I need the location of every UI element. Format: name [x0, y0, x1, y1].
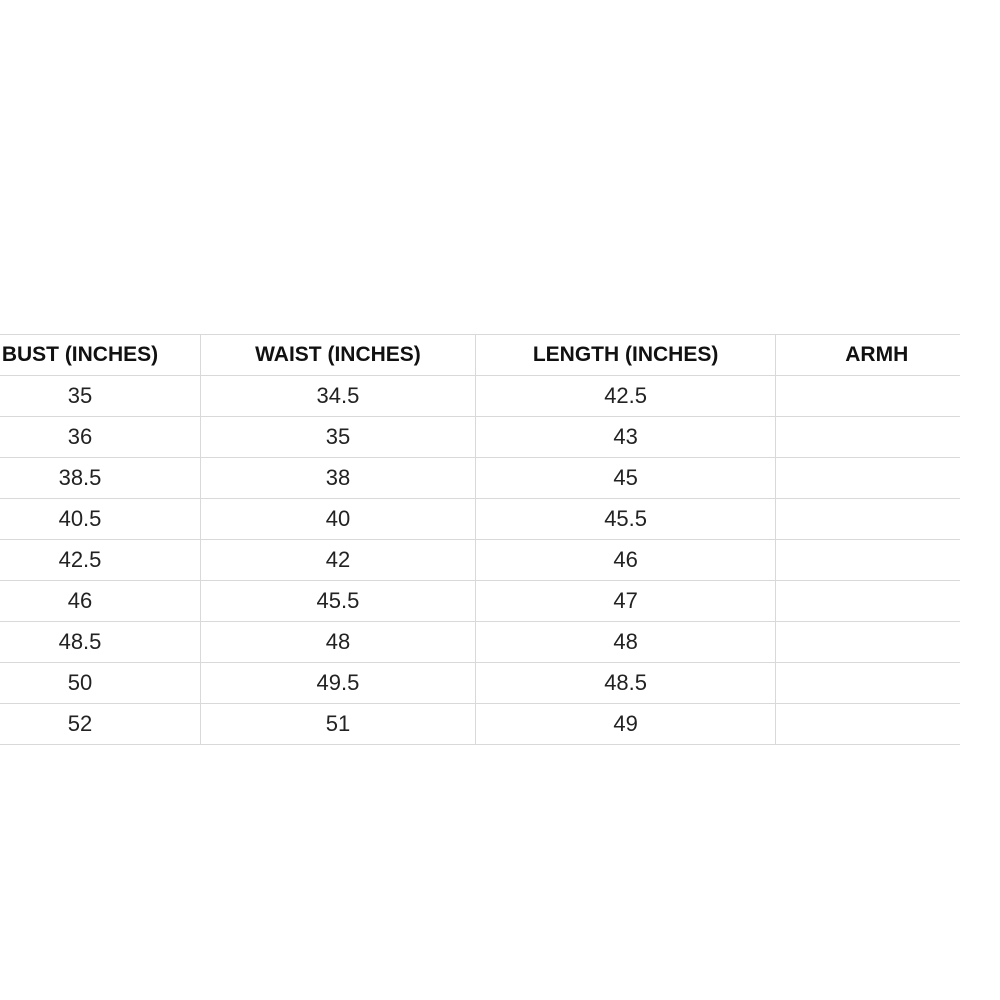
- table-row: [0, 458, 960, 499]
- cell-armhole: [776, 458, 960, 499]
- cell-length: 48.5: [475, 663, 775, 704]
- cell-bust: 48.5: [0, 622, 200, 663]
- cell-waist: 34.5: [200, 376, 475, 417]
- cell-bust: 52: [0, 704, 200, 745]
- cell-waist: 51: [200, 704, 475, 745]
- cell-length: 48: [475, 622, 775, 663]
- header-armhole: ARMH: [776, 335, 960, 376]
- cell-waist: 49.5: [200, 663, 475, 704]
- cell-armhole: [776, 376, 960, 417]
- cell-armhole: [776, 663, 960, 704]
- cell-armhole: [776, 581, 960, 622]
- table-row: [0, 540, 960, 581]
- table-row: [0, 704, 960, 745]
- cell-waist: 40: [200, 499, 475, 540]
- header-bust: BUST (INCHES): [0, 335, 200, 376]
- cell-bust: 38.5: [0, 458, 200, 499]
- cell-bust: 36: [0, 417, 200, 458]
- table-header-row: [0, 335, 960, 376]
- cell-length: 45: [475, 458, 775, 499]
- cell-bust: 40.5: [0, 499, 200, 540]
- cell-bust: 42.5: [0, 540, 200, 581]
- cell-bust: 50: [0, 663, 200, 704]
- cell-armhole: [776, 704, 960, 745]
- cell-bust: 46: [0, 581, 200, 622]
- cell-armhole: [776, 622, 960, 663]
- cell-waist: 48: [200, 622, 475, 663]
- table-row: [0, 417, 960, 458]
- cell-length: 46: [475, 540, 775, 581]
- header-waist: WAIST (INCHES): [200, 335, 475, 376]
- cell-armhole: [776, 499, 960, 540]
- cell-waist: 35: [200, 417, 475, 458]
- table-row: [0, 499, 960, 540]
- header-length: LENGTH (INCHES): [475, 335, 775, 376]
- table-row: [0, 376, 960, 417]
- size-chart-table: [0, 334, 960, 745]
- cell-length: 47: [475, 581, 775, 622]
- cell-length: 43: [475, 417, 775, 458]
- cell-length: 45.5: [475, 499, 775, 540]
- cell-armhole: [776, 417, 960, 458]
- cell-length: 42.5: [475, 376, 775, 417]
- cell-waist: 42: [200, 540, 475, 581]
- table-row: [0, 581, 960, 622]
- table-row: [0, 663, 960, 704]
- table-row: [0, 622, 960, 663]
- cell-bust: 35: [0, 376, 200, 417]
- cell-waist: 38: [200, 458, 475, 499]
- cell-armhole: [776, 540, 960, 581]
- cell-length: 49: [475, 704, 775, 745]
- cell-waist: 45.5: [200, 581, 475, 622]
